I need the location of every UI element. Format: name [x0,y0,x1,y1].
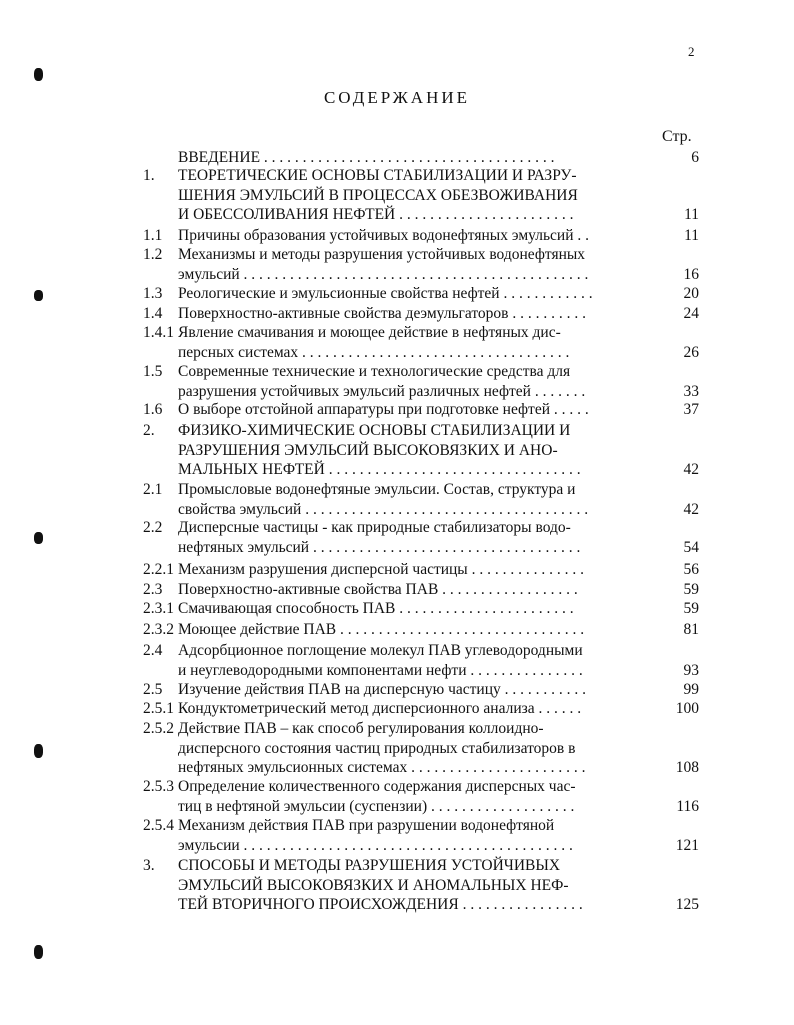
toc-entry-line: Моющее действие ПАВ . . . . . . . . . . . . . . . . . . . . . . . . . . . . . . . . [178,621,585,638]
toc-entry-line: О выборе отстойной аппаратуры при подготовке нефтей . . . . . [178,401,589,418]
toc-entry-number: 2.2 [143,519,163,536]
toc-entry-page: 54 [683,538,699,556]
toc-entry-number: 2.5.1 [143,700,174,717]
toc-entry-number: 2.3 [143,581,163,598]
toc-entry-line: тиц в нефтяной эмульсии (суспензии) . . . . . . . . . . . . . . . . . . . [178,797,575,815]
toc-entry-line: Механизм разрушения дисперсной частицы . . . . . . . . . . . . . . . [178,561,584,578]
toc-entry-line: эмульсии . . . . . . . . . . . . . . . . . . . . . . . . . . . . . . . . . . . . . . . . . . . [178,836,573,854]
toc-entry-line: нефтяных эмульсий . . . . . . . . . . . . . . . . . . . . . . . . . . . . . . . . . . . [178,538,581,556]
toc-entry-page: 59 [683,581,699,598]
toc-entry-number: 1.5 [143,363,163,380]
toc-entry-page: 56 [683,561,699,578]
toc-entry-line: Определение количественного содержания дисперсных час- [178,778,576,795]
toc-entry-line: эмульсий . . . . . . . . . . . . . . . . . . . . . . . . . . . . . . . . . . . . . . . . . . . . . [178,265,589,283]
page-number: 2 [688,44,695,59]
toc-entry-page: 93 [683,661,699,679]
toc-entry-number: 2.1 [143,481,163,498]
toc-entry-line: Механизмы и методы разрушения устойчивых водонефтяных [178,246,586,263]
toc-entry-page: 37 [683,401,699,418]
toc-entry-number: 2.5 [143,681,163,698]
pages-column-header: Стр. [662,128,692,145]
toc-entry-line: Адсорбционное поглощение молекул ПАВ углеводородными [178,642,583,659]
toc-entry-page: 6 [691,149,699,166]
toc-entry-number: 2.3.2 [143,621,174,638]
toc-entry-line: ЭМУЛЬСИЙ ВЫСОКОВЯЗКИХ И АНОМАЛЬНЫХ НЕФ- [178,876,569,894]
toc-entry-line: Кондуктометрический метод дисперсионного анализа . . . . . . [178,700,582,717]
toc-entry-line: СПОСОБЫ И МЕТОДЫ РАЗРУШЕНИЯ УСТОЙЧИВЫХ [178,857,561,874]
toc-entry-number: 1.4.1 [143,324,174,341]
toc-entry-number: 2.5.2 [143,720,174,737]
toc-entry-line: И ОБЕССОЛИВАНИЯ НЕФТЕЙ . . . . . . . . . . . . . . . . . . . . . . . [178,206,574,223]
toc-entry-number: 1.6 [143,401,163,418]
page-title: СОДЕРЖАНИЕ [323,88,471,107]
toc-entry-number: 2. [143,422,155,439]
toc-entry-line: разрушения устойчивых эмульсий различных нефтей . . . . . . . [178,382,586,400]
toc-entry-page: 11 [684,206,699,223]
toc-entry-page: 81 [683,621,699,638]
toc-entry-page: 42 [683,461,699,478]
toc-entry-line: Явление смачивания и моющее действие в нефтяных дис- [178,324,561,341]
toc-entry-number: 1. [143,167,155,184]
toc-entry-page: 108 [675,759,699,776]
toc-entry-page: 59 [683,600,699,617]
toc-entry-line: Дисперсные частицы - как природные стабилизаторы водо- [178,519,571,536]
toc-entry-line: персных системах . . . . . . . . . . . . . . . . . . . . . . . . . . . . . . . . . . . [178,343,570,361]
toc-entry-number: 2.5.4 [143,817,174,834]
toc-entry-page: 11 [684,227,699,244]
toc-entry-line: Реологические и эмульсионные свойства нефтей . . . . . . . . . . . . [178,285,593,302]
toc-entry-line: РАЗРУШЕНИЯ ЭМУЛЬСИЙ ВЫСОКОВЯЗКИХ И АНО- [178,441,558,459]
toc-entry-page: 125 [675,896,699,913]
toc-entry-line: Изучение действия ПАВ на дисперсную частицу . . . . . . . . . . . [178,681,587,698]
toc-entry-number: 1.4 [143,305,163,322]
toc-entry-page: 99 [683,681,699,698]
toc-entry-number: 1.3 [143,285,163,302]
toc-entry-page: 42 [683,500,699,518]
toc-entry-page: 24 [683,305,699,322]
toc-entry-line: ТЕЙ ВТОРИЧНОГО ПРОИСХОЖДЕНИЯ . . . . . . . . . . . . . . . . [178,896,583,913]
toc-entry-line: ВВЕДЕНИЕ . . . . . . . . . . . . . . . . . . . . . . . . . . . . . . . . . . . . . . [178,149,555,166]
toc-entry-line: и неуглеводородными компонентами нефти . . . . . . . . . . . . . . . [178,661,583,679]
toc-entry-number: 2.5.3 [143,778,174,795]
toc-entry-line: Действие ПАВ – как способ регулирования коллоидно- [178,720,544,737]
toc-entry-line: свойства эмульсий . . . . . . . . . . . . . . . . . . . . . . . . . . . . . . . . . . . . . [178,500,589,518]
toc-entry-number: 3. [143,857,155,874]
toc-entry-line: Современные технические и технологические средства для [178,363,571,380]
toc-entry-line: Механизм действия ПАВ при разрушении водонефтяной [178,817,555,834]
toc-entry-page: 20 [683,285,699,302]
toc-entry-number: 1.2 [143,246,163,263]
toc-entry-page: 33 [683,382,699,400]
toc-entry-line: ФИЗИКО-ХИМИЧЕСКИЕ ОСНОВЫ СТАБИЛИЗАЦИИ И [178,422,571,439]
toc-entry-line: Промысловые водонефтяные эмульсии. Состав, структура и [178,481,576,498]
toc-entry-page: 100 [675,700,699,717]
toc-entry-line: нефтяных эмульсионных системах . . . . . . . . . . . . . . . . . . . . . . . [178,759,586,776]
toc-entry-page: 16 [683,265,699,283]
toc-entry-page: 121 [675,836,699,854]
toc-entry-line: Причины образования устойчивых водонефтяных эмульсий . . [178,227,589,244]
toc-entry-line: дисперсного состояния частиц природных стабилизаторов в [178,739,576,757]
toc-entry-number: 2.4 [143,642,163,659]
toc-entry-line: Поверхностно-активные свойства деэмульгаторов . . . . . . . . . . [178,305,586,322]
toc-entry-line: МАЛЬНЫХ НЕФТЕЙ . . . . . . . . . . . . . . . . . . . . . . . . . . . . . . . . . [178,461,581,478]
toc-entry-number: 2.3.1 [143,600,174,617]
toc-entry-page: 116 [676,797,699,815]
toc-entry-page: 26 [683,343,699,361]
toc-entry-line: Смачивающая способность ПАВ . . . . . . . . . . . . . . . . . . . . . . . [178,600,574,617]
toc-entry-line: ШЕНИЯ ЭМУЛЬСИЙ В ПРОЦЕССАХ ОБЕЗВОЖИВАНИЯ [178,186,578,204]
toc-entry-line: Поверхностно-активные свойства ПАВ . . . . . . . . . . . . . . . . . . [178,581,578,598]
toc-entry-number: 1.1 [143,227,163,244]
toc-entry-line: ТЕОРЕТИЧЕСКИЕ ОСНОВЫ СТАБИЛИЗАЦИИ И РАЗРУ- [178,167,577,184]
toc-entry-number: 2.2.1 [143,561,174,578]
